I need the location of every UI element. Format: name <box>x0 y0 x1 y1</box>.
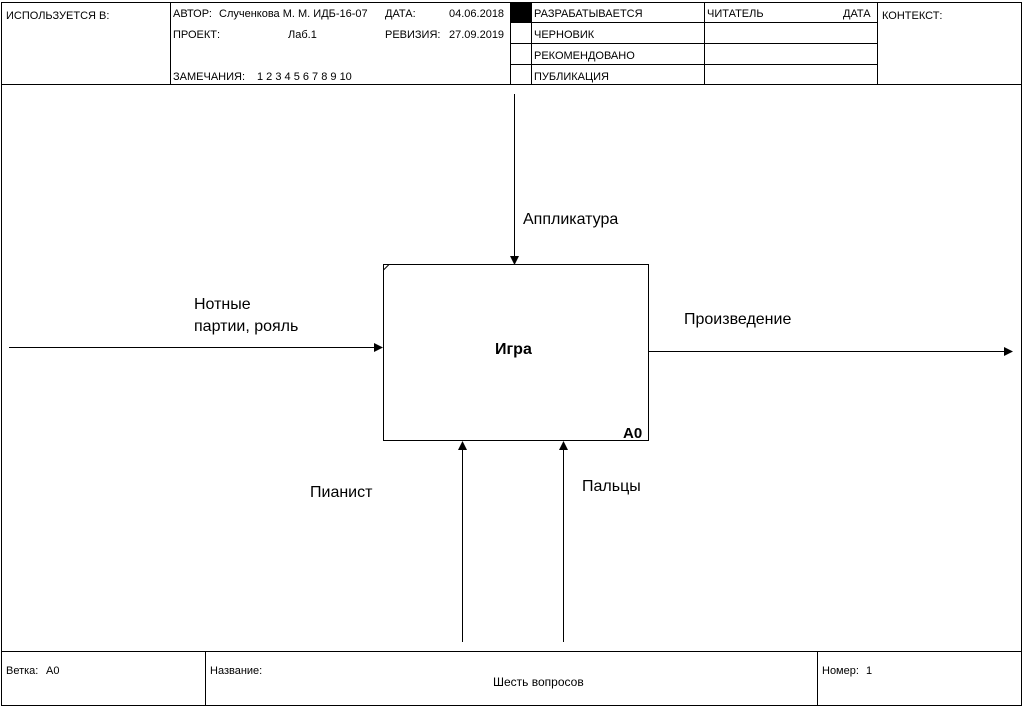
node-label: Ветка: <box>6 665 39 677</box>
status-in-work: РАЗРАБАТЫВАЕТСЯ <box>534 8 643 20</box>
number-label: Номер: <box>822 665 859 677</box>
reader-label: ЧИТАТЕЛЬ <box>707 8 764 20</box>
input-arrow-label-line2: партии, рояль <box>194 318 299 335</box>
control-arrow-head <box>510 256 519 265</box>
control-arrow-label: Аппликатура <box>523 211 619 228</box>
output-arrow-label: Произведение <box>684 311 792 328</box>
revision-value: 27.09.2019 <box>449 29 505 41</box>
status-active-marker <box>511 3 531 22</box>
revision-label: РЕВИЗИЯ: <box>385 29 441 41</box>
activity-box-title: Игра <box>495 341 532 358</box>
project-label: ПРОЕКТ: <box>173 29 221 41</box>
input-arrow-label-line1: Нотные <box>194 296 251 313</box>
context-label: КОНТЕКСТ: <box>882 10 943 22</box>
activity-box-corner <box>384 265 390 271</box>
notes-value: 1 2 3 4 5 6 7 8 9 10 <box>257 71 352 83</box>
diagram-title: Шесть вопросов <box>493 675 584 689</box>
mechanism-2-arrow-head <box>559 441 568 450</box>
input-arrow-head <box>374 343 383 352</box>
status-draft: ЧЕРНОВИК <box>534 29 595 41</box>
notes-label: ЗАМЕЧАНИЯ: <box>173 71 245 83</box>
author-label: АВТОР: <box>173 8 212 20</box>
node-value: A0 <box>46 665 60 677</box>
author-value: Слученкова М. М. ИДБ-16-07 <box>219 8 368 20</box>
used-in-label: ИСПОЛЬЗУЕТСЯ В: <box>6 10 110 22</box>
mechanism-2-label: Пальцы <box>582 478 641 495</box>
status-publication: ПУБЛИКАЦИЯ <box>534 71 609 83</box>
mechanism-1-label: Пианист <box>310 484 373 501</box>
activity-box-number: A0 <box>623 425 643 442</box>
number-value: 1 <box>866 665 873 677</box>
status-recommended: РЕКОМЕНДОВАНО <box>534 50 635 62</box>
title-label: Название: <box>210 665 263 677</box>
output-arrow-head <box>1004 347 1013 356</box>
date-label: ДАТА: <box>385 8 416 20</box>
project-value: Лаб.1 <box>288 29 317 41</box>
mechanism-1-arrow-head <box>458 441 467 450</box>
reader-date-label: ДАТА <box>843 8 871 20</box>
date-value: 04.06.2018 <box>449 8 505 20</box>
